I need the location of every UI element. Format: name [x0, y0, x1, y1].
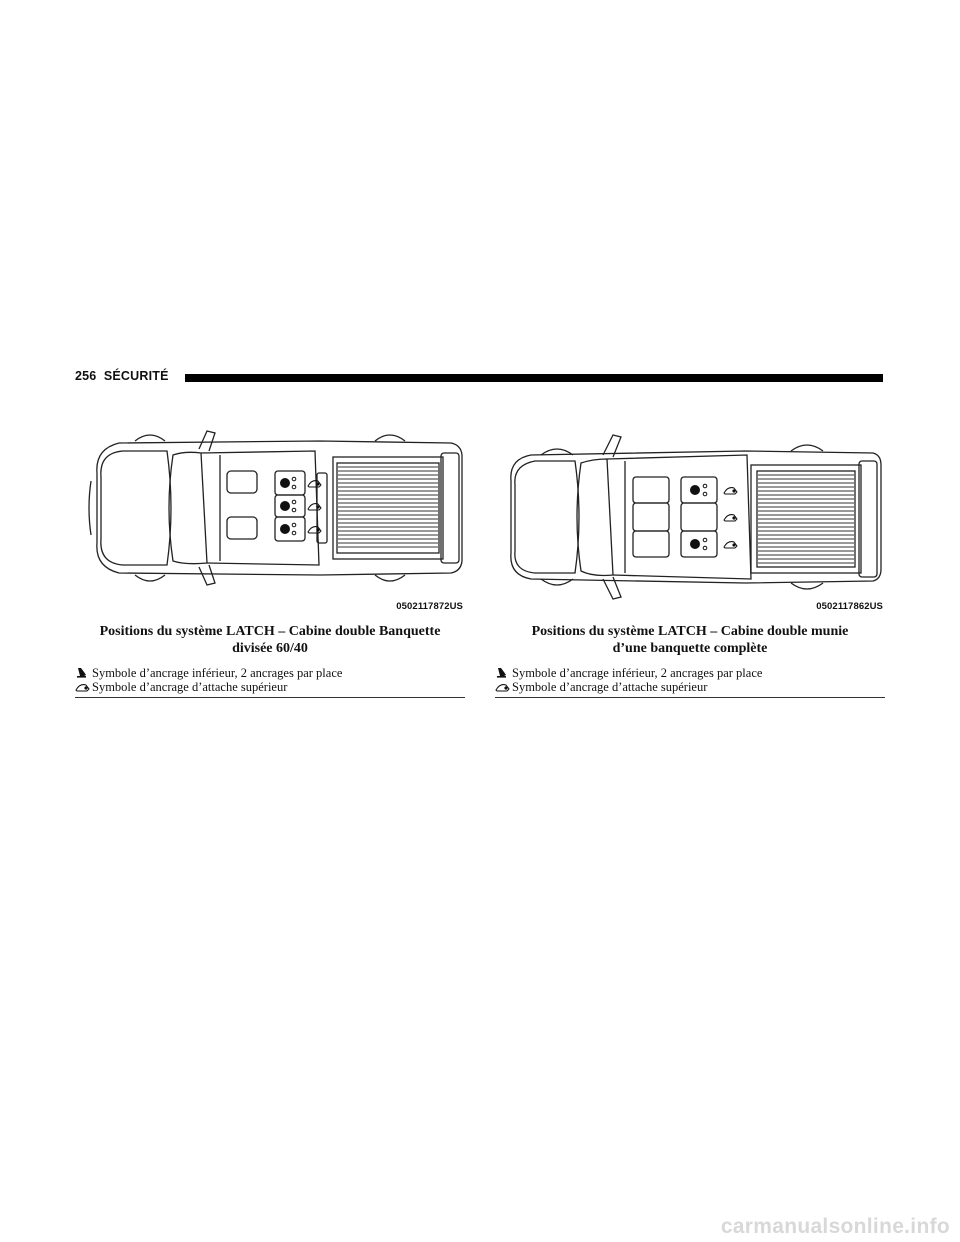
legend-tether-text: Symbole d’ancrage d’attache supérieur: [92, 680, 288, 694]
figure-divider: [495, 697, 885, 698]
figure-code: 0502117862US: [816, 601, 883, 612]
tether-anchor-icon: [75, 681, 91, 693]
header-rule: [185, 374, 883, 382]
figure-latch-full-bench: [495, 393, 885, 703]
caption-line: d’une banquette complète: [612, 641, 768, 656]
lower-anchor-icon: [495, 667, 511, 679]
figure-divider: [75, 697, 465, 698]
figure-latch-split-bench: [75, 393, 465, 703]
tether-anchor-icon: [495, 681, 511, 693]
figure-legend: [495, 666, 885, 694]
page-header: [75, 367, 883, 385]
caption-line: Positions du système LATCH – Cabine double munie: [531, 624, 849, 639]
truck-topview-illustration: [75, 393, 465, 601]
page-header-text: [75, 367, 169, 385]
lower-anchor-icon: [75, 667, 91, 679]
caption-line: divisée 60/40: [232, 641, 308, 656]
caption-line: Positions du système LATCH – Cabine double Banquette: [99, 624, 441, 639]
legend-row: [495, 666, 885, 680]
legend-row: [75, 680, 465, 694]
legend-lower-text: Symbole d’ancrage inférieur, 2 ancrages par place: [92, 666, 343, 680]
figure-legend: [75, 666, 465, 694]
legend-row: [75, 666, 465, 680]
section-title: SÉCURITÉ: [103, 369, 169, 383]
figure-caption: [75, 623, 465, 657]
truck-topview-illustration: [495, 393, 885, 601]
watermark: carmanualsonline.info: [720, 1215, 950, 1238]
legend-row: [495, 680, 885, 694]
figure-code: 0502117872US: [396, 601, 463, 612]
figure-caption: [495, 623, 885, 657]
legend-tether-text: Symbole d’ancrage d’attache supérieur: [512, 680, 708, 694]
page-number: 256: [75, 369, 97, 383]
legend-lower-text: Symbole d’ancrage inférieur, 2 ancrages par place: [512, 666, 763, 680]
